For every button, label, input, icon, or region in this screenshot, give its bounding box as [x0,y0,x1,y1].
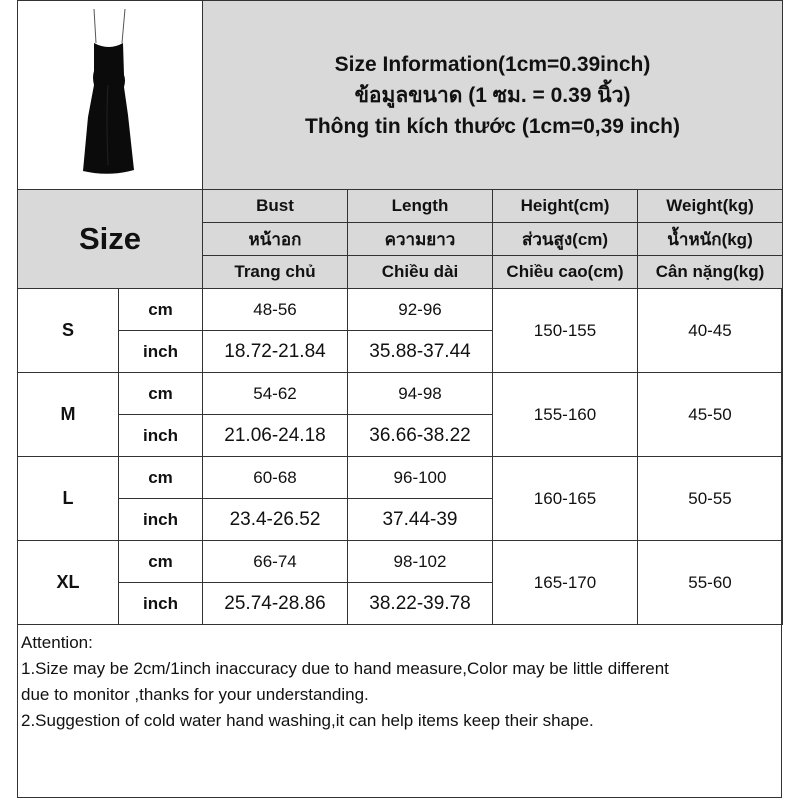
bust-inch-s: 18.72-21.84 [203,331,348,373]
unit-inch: inch [119,415,203,457]
bust-header-vietnamese: Trang chủ [203,256,348,289]
weight-s: 40-45 [638,289,783,373]
length-header-vietnamese: Chiều dài [348,256,493,289]
unit-inch: inch [119,331,203,373]
length-cm-l: 96-100 [348,457,493,499]
size-info-title-vietnamese: Thông tin kích thước (1cm=0,39 inch) [305,114,680,138]
size-label-xl: XL [18,541,119,625]
bust-cm-s: 48-56 [203,289,348,331]
weight-l: 50-55 [638,457,783,541]
weight-m: 45-50 [638,373,783,457]
length-header-thai: ความยาว [348,223,493,256]
height-header-vietnamese: Chiều cao(cm) [493,256,638,289]
weight-header-vietnamese: Cân nặng(kg) [638,256,783,289]
height-header-thai: ส่วนสูง(cm) [493,223,638,256]
height-m: 155-160 [493,373,638,457]
size-label-m: M [18,373,119,457]
bust-inch-xl: 25.74-28.86 [203,583,348,625]
note-washing: 2.Suggestion of cold water hand washing,it can help items keep their shape. [21,711,594,730]
bust-cm-xl: 66-74 [203,541,348,583]
size-info-title: Size Information(1cm=0.39inch) [334,52,651,76]
length-inch-m: 36.66-38.22 [348,415,493,457]
height-xl: 165-170 [493,541,638,625]
weight-xl: 55-60 [638,541,783,625]
length-inch-xl: 38.22-39.78 [348,583,493,625]
attention-notes [17,627,782,798]
unit-cm: cm [119,289,203,331]
bust-inch-m: 21.06-24.18 [203,415,348,457]
unit-cm: cm [119,541,203,583]
unit-cm: cm [119,457,203,499]
weight-header-thai: น้ำหนัก(kg) [638,223,783,256]
notes-heading: Attention: [21,633,93,652]
bust-cm-m: 54-62 [203,373,348,415]
bust-header: Bust [203,190,348,223]
unit-inch: inch [119,583,203,625]
size-info-title-thai: ข้อมูลขนาด (1 ซม. = 0.39 นิ้ว) [354,83,631,107]
height-header: Height(cm) [493,190,638,223]
unit-cm: cm [119,373,203,415]
size-chart-table [17,0,783,625]
size-label-l: L [18,457,119,541]
black-slip-dress-icon [50,5,170,185]
size-info-header [203,1,783,190]
length-cm-m: 94-98 [348,373,493,415]
height-l: 160-165 [493,457,638,541]
size-label-s: S [18,289,119,373]
height-s: 150-155 [493,289,638,373]
note-accuracy-continued: due to monitor ,thanks for your understanding. [21,685,369,704]
weight-header: Weight(kg) [638,190,783,223]
bust-header-thai: หน้าอก [203,223,348,256]
length-header: Length [348,190,493,223]
note-accuracy: 1.Size may be 2cm/1inch inaccuracy due to hand measure,Color may be little different [21,659,669,678]
bust-inch-l: 23.4-26.52 [203,499,348,541]
product-image [18,1,203,190]
unit-inch: inch [119,499,203,541]
length-cm-xl: 98-102 [348,541,493,583]
length-inch-s: 35.88-37.44 [348,331,493,373]
bust-cm-l: 60-68 [203,457,348,499]
length-cm-s: 92-96 [348,289,493,331]
size-column-header: Size [18,190,203,289]
length-inch-l: 37.44-39 [348,499,493,541]
